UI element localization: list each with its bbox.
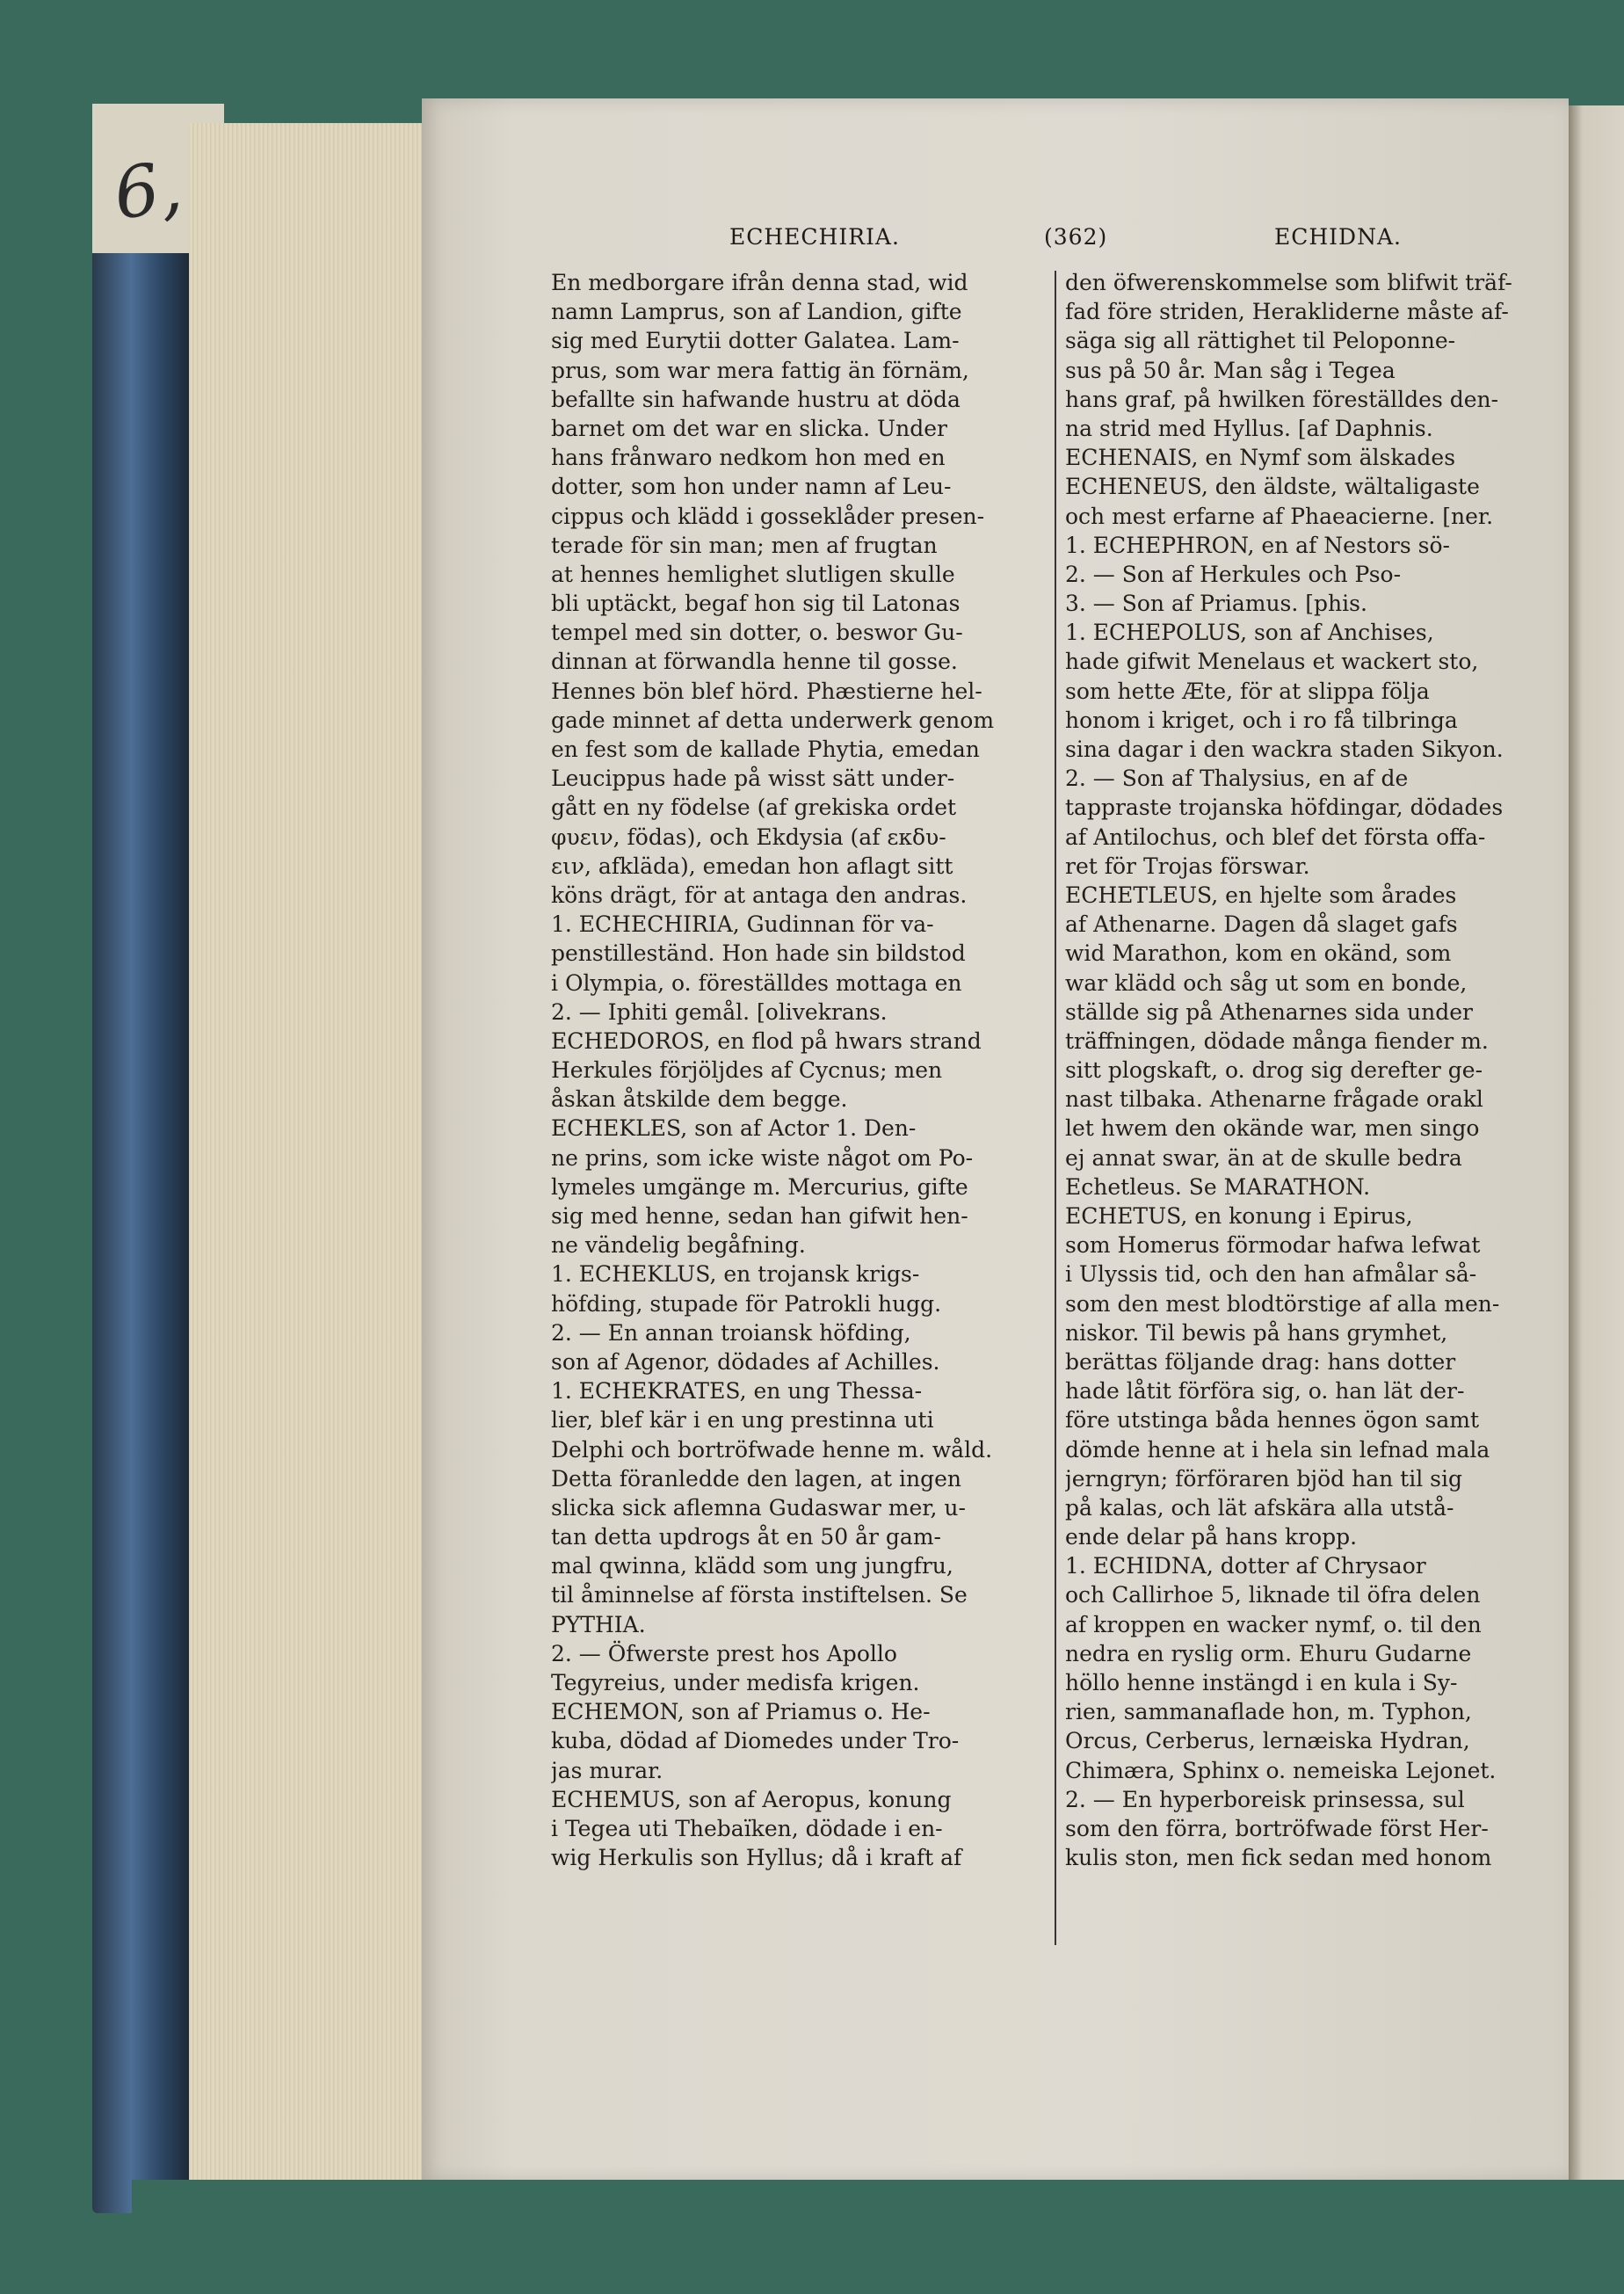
- text-line: ställde sig på Athenarnes sida under: [1065, 998, 1473, 1025]
- header-right-title: ECHIDNA.: [1274, 224, 1402, 250]
- text-line: φυειν, födas), och Ekdysia (af εκδυ-: [551, 824, 946, 850]
- text-line: 1. ECHEPHRON, en af Nestors sö-: [1065, 532, 1450, 558]
- text-line: penstilleständ. Hon hade sin bildstod: [551, 940, 966, 967]
- text-line: na strid med Hyllus. [af Daphnis.: [1065, 415, 1433, 441]
- header-left-title: ECHECHIRIA.: [729, 224, 900, 250]
- text-line: 1. ECHECHIRIA, Gudinnan för va-: [551, 911, 934, 938]
- text-line: dömde henne at i hela sin lefnad mala: [1065, 1436, 1490, 1463]
- text-line: Herkules förjöljdes af Cycnus; men: [551, 1057, 943, 1084]
- text-line: let hwem den okände war, men singo: [1065, 1115, 1480, 1142]
- text-line: den öfwerenskommelse som blifwit träf-: [1065, 270, 1512, 295]
- text-line: war klädd och såg ut som en bonde,: [1065, 969, 1468, 996]
- text-line: som den mest blodtörstige af alla men-: [1065, 1290, 1500, 1317]
- bottom-background: [132, 2180, 1624, 2294]
- left-text-column: [551, 268, 1048, 1872]
- text-line: Detta föranledde den lagen, at ingen: [551, 1465, 962, 1492]
- text-line: jerngryn; förföraren bjöd han til sig: [1065, 1465, 1462, 1492]
- text-line: 2. — Son af Herkules och Pso-: [1065, 561, 1402, 587]
- text-line: sus på 50 år. Man såg i Tegea: [1065, 357, 1396, 383]
- text-line: höllo henne instängd i en kula i Sy-: [1065, 1670, 1458, 1695]
- text-line: köns drägt, för at antaga den andras.: [551, 882, 968, 908]
- running-header: [712, 224, 1503, 259]
- text-line: En medborgare ifrån denna stad, wid: [551, 270, 968, 295]
- text-line: wid Marathon, kom en okänd, som: [1065, 940, 1452, 967]
- column-divider: [1055, 271, 1056, 1945]
- text-line: ECHEKLES, son af Actor 1. Den-: [551, 1115, 917, 1142]
- text-line: til åminnelse af första instiftelsen. Se: [551, 1582, 968, 1608]
- handwritten-mark: 6,: [108, 145, 187, 236]
- text-line: 2. — Iphiti gemål. [olivekrans.: [551, 998, 888, 1025]
- text-line: dotter, som hon under namn af Leu-: [551, 474, 952, 500]
- text-line: ECHENEUS, den äldste, wältaligaste: [1065, 474, 1480, 500]
- text-line: cippus och klädd i gosseklåder presen-: [551, 503, 985, 529]
- text-line: prus, som war mera fattig än förnäm,: [551, 357, 969, 383]
- text-line: ej annat swar, än at de skulle bedra: [1065, 1144, 1462, 1171]
- text-line: före utstinga båda hennes ögon samt: [1065, 1407, 1480, 1434]
- text-line: som den förra, bortröfwade först Her-: [1065, 1815, 1489, 1841]
- text-line: ne vändelig begåfning.: [551, 1232, 806, 1259]
- text-line: 3. — Son af Priamus. [phis.: [1065, 591, 1367, 617]
- text-line: af Athenarne. Dagen då slaget gafs: [1065, 911, 1458, 938]
- text-line: berättas följande drag: hans dotter: [1065, 1348, 1456, 1375]
- right-text-column: [1065, 268, 1535, 1872]
- text-line: åskan åtskilde dem begge.: [551, 1086, 848, 1113]
- text-line: namn Lamprus, son af Landion, gifte: [551, 299, 962, 325]
- text-line: at hennes hemlighet slutligen skulle: [551, 561, 955, 587]
- text-line: wig Herkulis son Hyllus; då i kraft af: [551, 1845, 962, 1871]
- text-line: Delphi och bortröfwade henne m. wåld.: [551, 1436, 993, 1463]
- text-line: 1. ECHEPOLUS, son af Anchises,: [1065, 620, 1434, 646]
- text-line: som hette Æte, för at slippa följa: [1065, 678, 1430, 704]
- book-cover-edge: [92, 104, 189, 2213]
- text-line: tempel med sin dotter, o. beswor Gu-: [551, 620, 963, 646]
- text-line: sig med henne, sedan han gifwit hen-: [551, 1203, 968, 1229]
- text-line: ende delar på hans kropp.: [1065, 1524, 1358, 1550]
- page-edges: [189, 123, 426, 2189]
- text-line: bli uptäckt, begaf hon sig til Latonas: [551, 591, 961, 617]
- text-line: hade låtit förföra sig, o. han lät der-: [1065, 1378, 1465, 1405]
- text-line: hans frånwaro nedkom hon med en: [551, 445, 946, 471]
- text-line: mal qwinna, klädd som ung jungfru,: [551, 1553, 953, 1579]
- text-line: nast tilbaka. Athenarne frågade orakl: [1065, 1086, 1483, 1113]
- text-line: och Callirhoe 5, liknade til öfra delen: [1065, 1582, 1481, 1608]
- text-line: Leucippus hade på wisst sätt under-: [551, 766, 955, 792]
- text-line: barnet om det war en slicka. Under: [551, 415, 947, 441]
- text-line: lymeles umgänge m. Mercurius, gifte: [551, 1173, 968, 1200]
- text-line: af kroppen en wacker nymf, o. til den: [1065, 1611, 1482, 1637]
- text-line: hans graf, på hwilken föreställdes den-: [1065, 386, 1499, 412]
- text-line: lier, blef kär i en ung prestinna uti: [551, 1407, 934, 1434]
- text-line: dinnan at förwandla henne til gosse.: [551, 649, 958, 675]
- text-line: i Olympia, o. föreställdes mottaga en: [551, 969, 962, 996]
- text-line: 2. — En annan troiansk höfding,: [551, 1319, 911, 1346]
- text-line: ECHEDOROS, en flod på hwars strand: [551, 1027, 982, 1054]
- text-line: Orcus, Cerberus, lernæiska Hydran,: [1065, 1728, 1470, 1754]
- text-line: hade gifwit Menelaus et wackert sto,: [1065, 649, 1479, 675]
- text-line: sitt plogskaft, o. drog sig derefter ge-: [1065, 1057, 1483, 1084]
- text-line: niskor. Til bewis på hans grymhet,: [1065, 1319, 1448, 1346]
- text-line: Echetleus. Se MARATHON.: [1065, 1173, 1371, 1200]
- text-line: tan detta updrogs åt en 50 år gam-: [551, 1524, 941, 1550]
- text-line: ECHEMUS, son af Aeropus, konung: [551, 1786, 952, 1812]
- text-line: på kalas, och lät afskära alla utstå-: [1065, 1494, 1454, 1521]
- text-line: ne prins, som icke wiste något om Po-: [551, 1144, 974, 1171]
- text-line: son af Agenor, dödades af Achilles.: [551, 1348, 940, 1375]
- text-line: i Ulyssis tid, och den han afmålar så-: [1065, 1261, 1477, 1288]
- text-line: som Homerus förmodar hafwa lefwat: [1065, 1232, 1481, 1259]
- text-line: gade minnet af detta underwerk genom: [551, 707, 995, 733]
- text-line: kuba, dödad af Diomedes under Tro-: [551, 1728, 960, 1754]
- text-line: kulis ston, men fick sedan med honom: [1065, 1845, 1492, 1871]
- text-line: slicka sick aflemna Gudaswar mer, u-: [551, 1494, 966, 1521]
- text-line: sina dagar i den wackra staden Sikyon.: [1065, 737, 1504, 762]
- text-line: ECHETLEUS, en hjelte som årades: [1065, 882, 1457, 908]
- next-page-edge: [1569, 105, 1624, 2180]
- text-line: tappraste trojanska höfdingar, dödades: [1065, 795, 1504, 821]
- text-line: ECHENAIS, en Nymf som älskades: [1065, 445, 1456, 471]
- page-number: (362): [1044, 224, 1108, 250]
- text-line: befallte sin hafwande hustru at döda: [551, 386, 961, 412]
- text-line: en fest som de kallade Phytia, emedan: [551, 737, 980, 762]
- text-line: träffningen, dödade många fiender m.: [1065, 1027, 1489, 1054]
- text-line: 2. — En hyperboreisk prinsessa, sul: [1065, 1786, 1465, 1812]
- text-line: Hennes bön blef hörd. Phæstierne hel-: [551, 678, 982, 704]
- text-line: 1. ECHEKLUS, en trojansk krigs-: [551, 1261, 920, 1288]
- text-line: rien, sammanaflade hon, m. Typhon,: [1065, 1699, 1472, 1725]
- text-line: 1. ECHIDNA, dotter af Chrysaor: [1065, 1553, 1426, 1579]
- text-line: och mest erfarne af Phaeacierne. [ner.: [1065, 503, 1494, 529]
- text-line: ειν, afkläda), emedan hon aflagt sitt: [551, 853, 953, 879]
- text-line: 2. — Öfwerste prest hos Apollo: [551, 1640, 897, 1666]
- text-line: terade för sin man; men af frugtan: [551, 532, 938, 558]
- text-line: ECHETUS, en konung i Epirus,: [1065, 1203, 1413, 1229]
- text-line: gått en ny födelse (af grekiska ordet: [551, 795, 957, 821]
- text-line: nedra en ryslig orm. Ehuru Gudarne: [1065, 1640, 1472, 1666]
- text-line: jas murar.: [551, 1757, 663, 1783]
- text-line: fad före striden, Herakliderne måste af-: [1065, 299, 1509, 325]
- text-line: af Antilochus, och blef det första offa-: [1065, 824, 1486, 850]
- text-line: sig med Eurytii dotter Galatea. Lam-: [551, 328, 960, 354]
- text-line: säga sig all rättighet til Peloponne-: [1065, 328, 1456, 354]
- text-line: 1. ECHEKRATES, en ung Thessa-: [551, 1378, 923, 1405]
- text-line: 2. — Son af Thalysius, en af de: [1065, 766, 1409, 792]
- text-line: ECHEMON, son af Priamus o. He-: [551, 1699, 931, 1725]
- text-line: honom i kriget, och i ro få tilbringa: [1065, 707, 1458, 733]
- text-line: ret för Trojas förswar.: [1065, 853, 1310, 879]
- text-line: PYTHIA.: [551, 1611, 646, 1637]
- text-line: Chimæra, Sphinx o. nemeiska Lejonet.: [1065, 1757, 1497, 1783]
- text-line: höfding, stupade för Patrokli hugg.: [551, 1290, 942, 1317]
- text-line: i Tegea uti Thebaïken, dödade i en-: [551, 1815, 943, 1841]
- text-line: Tegyreius, under medisfa krigen.: [551, 1670, 920, 1695]
